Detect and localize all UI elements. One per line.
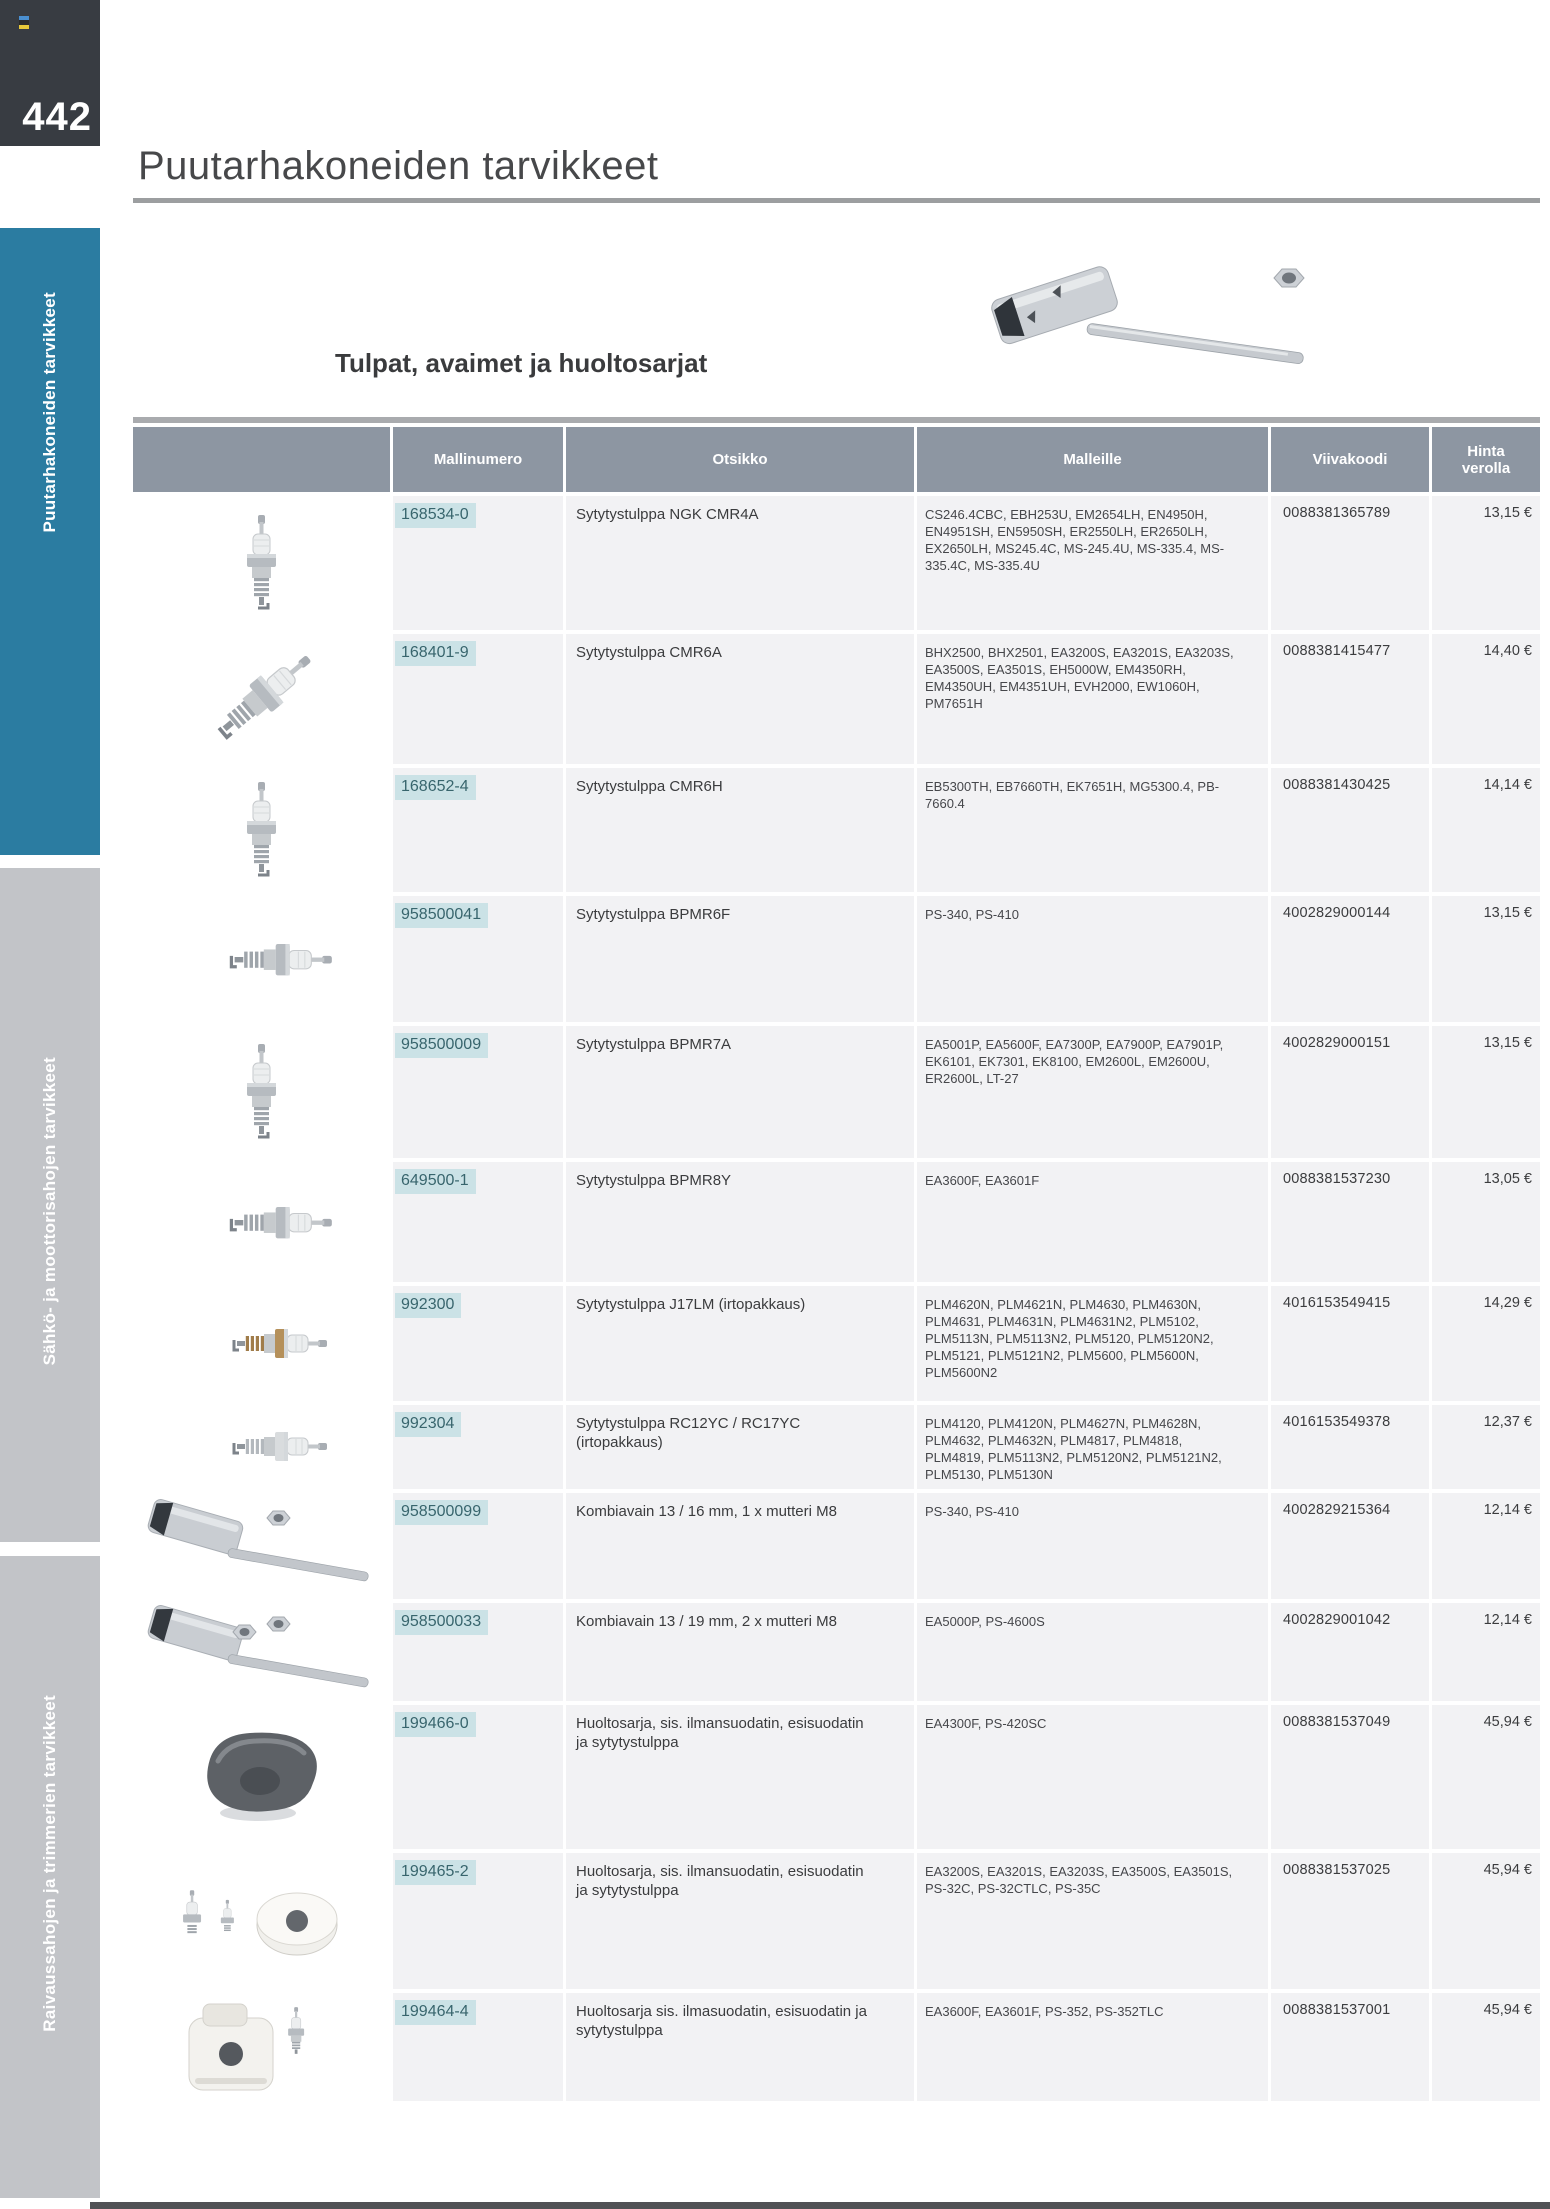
compatible-models: EA4300F, PS-420SC xyxy=(917,1705,1268,1849)
price-value: 45,94 € xyxy=(1432,1993,1540,2101)
barcode-value: 4002829001042 xyxy=(1271,1603,1429,1701)
model-number-link[interactable]: 992304 xyxy=(395,1412,461,1437)
compatible-models: PLM4120, PLM4120N, PLM4627N, PLM4628N, PLM4632, PLM4632N, PLM4817, PLM4818, PLM4819, PLM5113N2, PLM5120N2, PLM5121N2, PLM5130, PLM5130N xyxy=(917,1405,1268,1489)
spark-plug-large-horizontal-icon xyxy=(182,926,342,992)
table-row xyxy=(133,1493,1540,1599)
model-number-cell xyxy=(393,1993,563,2101)
product-title: Sytytystulppa CMR6H xyxy=(566,768,914,892)
product-title: Kombiavain 13 / 19 mm, 2 x mutteri M8 xyxy=(566,1603,914,1701)
price-value: 12,14 € xyxy=(1432,1603,1540,1701)
table-row xyxy=(133,496,1540,630)
product-title: Sytytystulppa BPMR7A xyxy=(566,1026,914,1158)
sidebar-item-label: Puutarhakoneiden tarvikkeet xyxy=(40,292,59,533)
model-number-cell xyxy=(393,1026,563,1158)
model-number-cell xyxy=(393,634,563,764)
table-header-row xyxy=(133,427,1540,492)
barcode-value: 4016153549378 xyxy=(1271,1405,1429,1489)
table-row xyxy=(133,1705,1540,1849)
barcode-value: 4016153549415 xyxy=(1271,1286,1429,1401)
barcode-value: 4002829000144 xyxy=(1271,896,1429,1022)
product-title: Sytytystulppa J17LM (irtopakkaus) xyxy=(566,1286,914,1401)
table-row xyxy=(133,768,1540,892)
spark-plug-small-icon xyxy=(234,513,289,613)
product-title: Sytytystulppa BPMR6F xyxy=(566,896,914,1022)
product-image-cell xyxy=(133,1286,390,1401)
barcode-value: 0088381537230 xyxy=(1271,1162,1429,1282)
table-row xyxy=(133,1405,1540,1489)
air-filter-dark-icon xyxy=(194,1725,329,1830)
model-number-cell xyxy=(393,1493,563,1599)
sidebar-item-puutarhakoneiden-tarvikkeet[interactable] xyxy=(0,228,100,855)
model-number-cell xyxy=(393,896,563,1022)
product-image-cell xyxy=(133,1603,390,1701)
table-row xyxy=(133,896,1540,1022)
table-row xyxy=(133,634,1540,764)
compatible-models: EA5000P, PS-4600S xyxy=(917,1603,1268,1701)
model-number-cell xyxy=(393,1853,563,1989)
product-title: Kombiavain 13 / 16 mm, 1 x mutteri M8 xyxy=(566,1493,914,1599)
price-value: 13,15 € xyxy=(1432,896,1540,1022)
price-value: 13,15 € xyxy=(1432,496,1540,630)
model-number-link[interactable]: 168401-9 xyxy=(395,641,476,666)
compatible-models: EA5001P, EA5600F, EA7300P, EA7900P, EA7901P, EK6101, EK7301, EK8100, EM2600L, EM2600U, ER2600L, LT-27 xyxy=(917,1026,1268,1158)
model-number-cell xyxy=(393,496,563,630)
product-title: Huoltosarja sis. ilmasuodatin, esisuodatin ja sytytystulppa xyxy=(566,1993,914,2101)
product-image-cell xyxy=(133,768,390,892)
model-number-link[interactable]: 168534-0 xyxy=(395,503,476,528)
model-number-cell xyxy=(393,1705,563,1849)
model-number-link[interactable]: 958500033 xyxy=(395,1610,488,1635)
page-title: Puutarhakoneiden tarvikkeet xyxy=(138,144,659,188)
price-value: 14,29 € xyxy=(1432,1286,1540,1401)
footer-rule xyxy=(90,2202,1550,2209)
table-header-otsikko: Otsikko xyxy=(566,427,914,492)
compatible-models: CS246.4CBC, EBH253U, EM2654LH, EN4950H, EN4951SH, EN5950SH, ER2550LH, ER2650LH, EX2650LH, MS245.4C, MS-245.4U, MS-335.4, MS-335.4C, MS-335.4U xyxy=(917,496,1268,630)
barcode-value: 0088381537049 xyxy=(1271,1705,1429,1849)
model-number-link[interactable]: 168652-4 xyxy=(395,775,476,800)
model-number-cell xyxy=(393,1162,563,1282)
page-number: 442 xyxy=(22,95,92,139)
table-header-hinta-verolla: Hinta verolla xyxy=(1432,427,1540,492)
barcode-value: 4002829215364 xyxy=(1271,1493,1429,1599)
sidebar-item-label: Sähkö- ja moottorisahojen tarvikkeet xyxy=(40,1056,59,1365)
model-number-link[interactable]: 958500099 xyxy=(395,1500,488,1525)
compatible-models: EA3600F, EA3601F, PS-352, PS-352TLC xyxy=(917,1993,1268,2101)
product-image-cell xyxy=(133,1405,390,1489)
barcode-value: 0088381430425 xyxy=(1271,768,1429,892)
table-row xyxy=(133,1853,1540,1989)
spark-plug-brass-horizontal-icon xyxy=(187,1313,337,1375)
compatible-models: PS-340, PS-410 xyxy=(917,1493,1268,1599)
model-number-cell xyxy=(393,768,563,892)
table-header-image-cell xyxy=(133,427,390,492)
product-image-cell xyxy=(133,1026,390,1158)
product-title: Huoltosarja, sis. ilmansuodatin, esisuodatin ja sytytystulppa xyxy=(566,1705,914,1849)
model-number-cell xyxy=(393,1603,563,1701)
model-number-cell xyxy=(393,1405,563,1489)
price-value: 13,05 € xyxy=(1432,1162,1540,1282)
spark-plug-large-diagonal-icon xyxy=(177,635,347,763)
compatible-models: PLM4620N, PLM4621N, PLM4630, PLM4630N, PLM4631, PLM4631N, PLM4631N2, PLM5102, PLM5113N, PLM5113N2, PLM5120, PLM5120N2, PLM5121, PLM5121N2, PLM5600, PLM5600N, PLM5600N2 xyxy=(917,1286,1268,1401)
table-header-viivakoodi: Viivakoodi xyxy=(1271,427,1429,492)
section-heading: Tulpat, avaimet ja huoltosarjat xyxy=(335,348,708,378)
table-header-malleille: Malleille xyxy=(917,427,1268,492)
barcode-value: 4002829000151 xyxy=(1271,1026,1429,1158)
product-image-cell xyxy=(133,1493,390,1599)
product-title: Sytytystulppa NGK CMR4A xyxy=(566,496,914,630)
price-value: 14,40 € xyxy=(1432,634,1540,764)
compatible-models: EA3200S, EA3201S, EA3203S, EA3500S, EA3501S, PS-32C, PS-32CTLC, PS-35C xyxy=(917,1853,1268,1989)
spark-plug-large-horizontal-icon xyxy=(182,1189,342,1255)
product-image-cell xyxy=(133,1705,390,1849)
model-number-cell xyxy=(393,1286,563,1401)
title-rule xyxy=(133,198,1540,203)
compatible-models: EA3600F, EA3601F xyxy=(917,1162,1268,1282)
price-value: 12,37 € xyxy=(1432,1405,1540,1489)
compatible-models: BHX2500, BHX2501, EA3200S, EA3201S, EA3203S, EA3500S, EA3501S, EH5000W, EM4350RH, EM4350UH, EM4351UH, EVH2000, EW1060H, PM7651H xyxy=(917,634,1268,764)
table-row xyxy=(133,1993,1540,2101)
barcode-value: 0088381415477 xyxy=(1271,634,1429,764)
table-header-mallinumero: Mallinumero xyxy=(393,427,563,492)
spark-plug-white-horizontal-icon xyxy=(187,1416,337,1478)
product-image-cell xyxy=(133,634,390,764)
plug-wrench-two-nuts-icon xyxy=(144,1603,379,1701)
compatible-models: EB5300TH, EB7660TH, EK7651H, MG5300.4, PB-7660.4 xyxy=(917,768,1268,892)
page-number-box xyxy=(0,0,100,146)
product-image-cell xyxy=(133,1993,390,2101)
table-top-rule xyxy=(133,417,1540,423)
spark-plug-wrench-image xyxy=(938,243,1338,395)
spark-plug-small-icon xyxy=(234,1042,289,1142)
product-image-cell xyxy=(133,1853,390,1989)
product-title: Sytytystulppa CMR6A xyxy=(566,634,914,764)
price-value: 45,94 € xyxy=(1432,1705,1540,1849)
table-row xyxy=(133,1286,1540,1401)
sidebar-item-label: Raivaussahojen ja trimmerien tarvikkeet xyxy=(40,1695,59,2032)
table-row xyxy=(133,1603,1540,1701)
product-image-cell xyxy=(133,1162,390,1282)
barcode-value: 0088381537001 xyxy=(1271,1993,1429,2101)
logo-icon xyxy=(19,16,29,29)
product-image-cell xyxy=(133,496,390,630)
model-number-link[interactable]: 199465-2 xyxy=(395,1860,476,1885)
sidebar-item-raivaussahojen-ja-trimmerien-tarvikkeet[interactable] xyxy=(0,1556,100,2198)
model-number-link[interactable]: 958500009 xyxy=(395,1033,488,1058)
product-image-cell xyxy=(133,896,390,1022)
table-row xyxy=(133,1026,1540,1158)
model-number-link[interactable]: 199464-4 xyxy=(395,2000,476,2025)
model-number-link[interactable]: 199466-0 xyxy=(395,1712,476,1737)
product-title: Sytytystulppa BPMR8Y xyxy=(566,1162,914,1282)
model-number-link[interactable]: 649500-1 xyxy=(395,1169,476,1194)
spark-plug-small-icon xyxy=(234,780,289,880)
table-row xyxy=(133,1162,1540,1282)
price-value: 45,94 € xyxy=(1432,1853,1540,1989)
plug-wrench-diagonal-icon xyxy=(144,1496,379,1596)
price-value: 14,14 € xyxy=(1432,768,1540,892)
sidebar-item-sahko-ja-moottorisahojen-tarvikkeet[interactable] xyxy=(0,868,100,1542)
price-value: 13,15 € xyxy=(1432,1026,1540,1158)
model-number-link[interactable]: 992300 xyxy=(395,1293,461,1318)
service-kit-parts-icon xyxy=(169,1875,354,1967)
service-kit-filter-white-icon xyxy=(179,1993,344,2101)
barcode-value: 0088381537025 xyxy=(1271,1853,1429,1989)
barcode-value: 0088381365789 xyxy=(1271,496,1429,630)
model-number-link[interactable]: 958500041 xyxy=(395,903,488,928)
product-title: Sytytystulppa RC12YC / RC17YC (irtopakkaus) xyxy=(566,1405,914,1489)
table-body xyxy=(133,496,1540,2105)
compatible-models: PS-340, PS-410 xyxy=(917,896,1268,1022)
product-title: Huoltosarja, sis. ilmansuodatin, esisuodatin ja sytytystulppa xyxy=(566,1853,914,1989)
price-value: 12,14 € xyxy=(1432,1493,1540,1599)
